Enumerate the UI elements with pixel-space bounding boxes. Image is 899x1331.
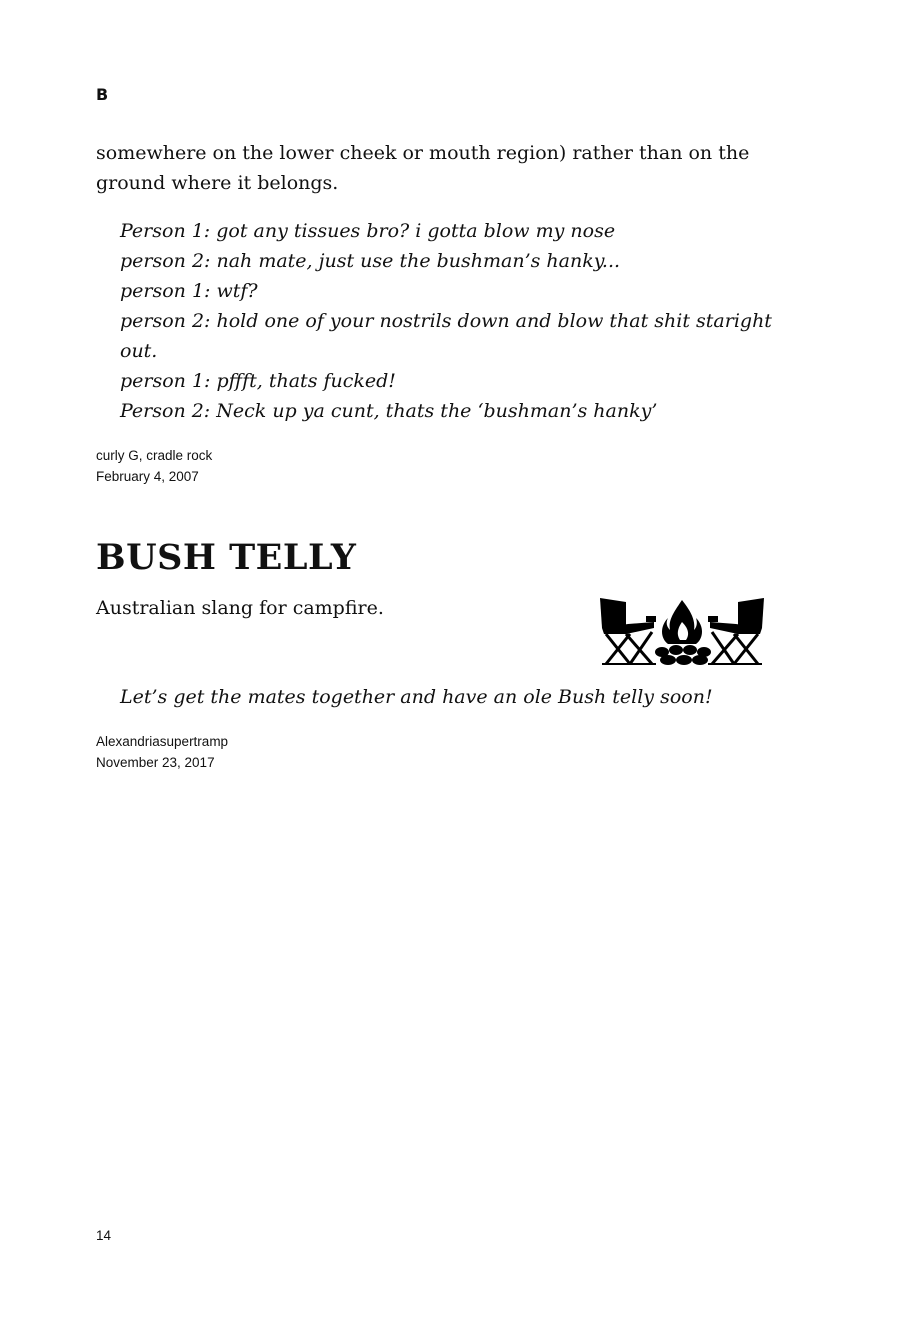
example-dialogue [120, 216, 780, 426]
author-name[interactable]: Alexandriasupertramp [96, 734, 229, 749]
example-line: Person 1: got any tissues bro? i gotta blow my nose [120, 220, 616, 242]
example-line: person 1: wtf? [120, 280, 258, 302]
camp-chair-left-icon [600, 598, 656, 664]
entry-date: February 4, 2007 [96, 469, 199, 484]
campfire-icon [655, 600, 711, 665]
camp-chair-right-icon [708, 598, 764, 664]
example-sentence: Let’s get the mates together and have an ole Bush telly soon! [120, 686, 713, 708]
example-line: person 1: pffft, thats fucked! [120, 370, 396, 392]
page-number: 14 [96, 1228, 112, 1243]
example-line: Person 2: Neck up ya cunt, thats the ‘bushman’s hanky’ [120, 400, 658, 422]
campfire-with-chairs-icon [596, 594, 768, 668]
example-line: person 2: nah mate, just use the bushman’s hanky... [120, 250, 621, 272]
entry-credit [96, 445, 212, 487]
example-line: person 2: hold one of your nostrils down and blow that shit staright out. [120, 310, 772, 362]
author-name[interactable]: curly G, cradle rock [96, 448, 213, 463]
section-letter: B [96, 85, 109, 104]
entry-date: November 23, 2017 [96, 755, 215, 770]
entry-credit [96, 731, 228, 773]
definition: Australian slang for campfire. [96, 597, 384, 619]
headword[interactable]: BUSH TELLY [96, 537, 357, 578]
definition-continued: somewhere on the lower cheek or mouth region) rather than on the ground where it belongs. [96, 142, 750, 194]
